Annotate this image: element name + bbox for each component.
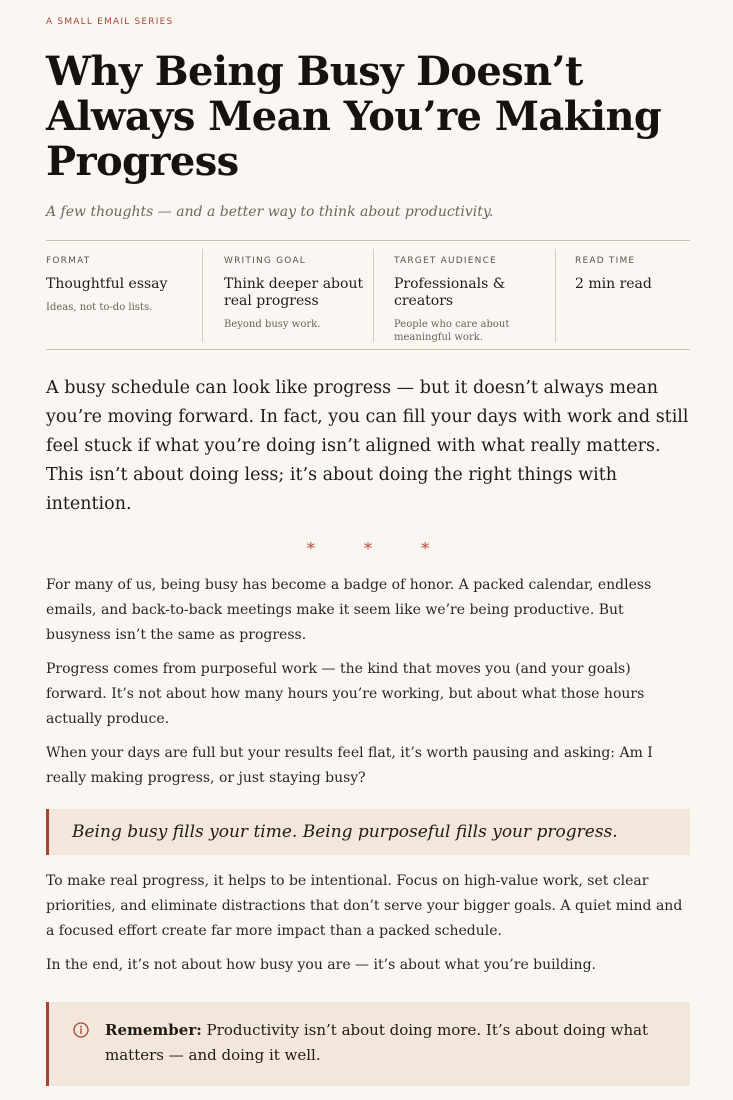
pull-quote: Being busy fills your time. Being purposeful fills your progress. bbox=[46, 809, 690, 855]
series-eyebrow: A SMALL EMAIL SERIES bbox=[46, 17, 174, 27]
meta-value: Thoughtful essay bbox=[46, 276, 168, 292]
meta-note: People who care about meaningful work. bbox=[394, 319, 510, 343]
body-paragraph: To make real progress, it helps to be intentional. Focus on high-value work, set clear priorities, and eliminate distractions that don’t serve your bigger goals. A quiet mind and a focused effort create far more impact than a packed schedule. bbox=[46, 873, 683, 939]
article-subtitle: A few thoughts — and a better way to think about productivity. bbox=[46, 204, 494, 220]
body-section-2 bbox=[46, 869, 690, 978]
remember-callout bbox=[46, 1002, 690, 1086]
meta-label: FORMAT bbox=[46, 256, 91, 266]
section-divider: * * * bbox=[306, 539, 452, 558]
callout-label: Remember: bbox=[105, 1021, 202, 1039]
body-paragraph: For many of us, being busy has become a badge of honor. A packed calendar, endless emails, and back-to-back meetings make it seem like we’re being productive. But busyness isn’t the same as progress. bbox=[46, 577, 652, 643]
article-meta-table bbox=[46, 240, 690, 350]
meta-format bbox=[46, 241, 202, 349]
meta-value: Professionals & creators bbox=[394, 276, 506, 309]
meta-value: 2 min read bbox=[575, 276, 652, 292]
meta-writing-goal bbox=[202, 241, 373, 349]
meta-label: TARGET AUDIENCE bbox=[394, 256, 497, 266]
meta-note: Beyond busy work. bbox=[224, 319, 321, 330]
article-title: Why Being Busy Doesn’t Always Mean You’re Making Progress bbox=[46, 48, 662, 185]
meta-label: WRITING GOAL bbox=[224, 256, 306, 266]
meta-target-audience bbox=[373, 241, 555, 349]
body-paragraph: In the end, it’s not about how busy you are — it’s about what you’re building. bbox=[46, 957, 596, 973]
callout-message: Productivity isn’t about doing more. It’s about doing what matters — and doing it well. bbox=[105, 1021, 649, 1064]
body-paragraph: Progress comes from purposeful work — the kind that moves you (and your goals) forward. It’s not about how many hours you’re working, but about what those hours actually produce. bbox=[46, 661, 645, 727]
body-section-1 bbox=[46, 573, 690, 791]
body-paragraph: When your days are full but your results feel flat, it’s worth pausing and asking: Am I really making progress, or just staying busy? bbox=[46, 745, 653, 786]
meta-value: Think deeper about real progress bbox=[224, 276, 364, 309]
info-icon bbox=[73, 1022, 89, 1038]
meta-note: Ideas, not to-do lists. bbox=[46, 302, 153, 313]
callout-text bbox=[105, 1018, 670, 1068]
meta-read-time bbox=[555, 241, 690, 349]
meta-label: READ TIME bbox=[575, 256, 636, 266]
lead-paragraph: A busy schedule can look like progress — but it doesn’t always mean you’re moving forward. In fact, you can fill your days with work and still feel stuck if what you’re doing isn’t aligned with what really matters. This isn’t about doing less; it’s about doing the right things with intention. bbox=[46, 378, 689, 514]
